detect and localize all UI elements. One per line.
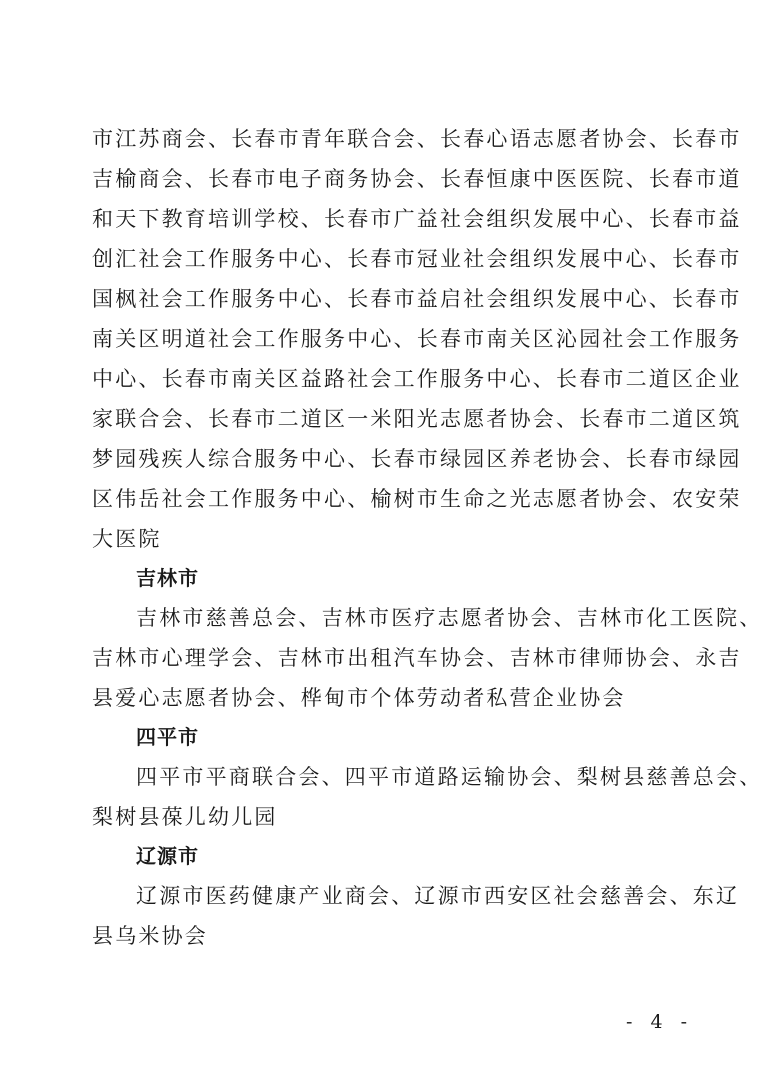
body-line: 吉榆商会、长春市电子商务协会、长春恒康中医医院、长春市道 <box>92 167 742 191</box>
body-line: 创汇社会工作服务中心、长春市冠业社会组织发展中心、长春市 <box>92 247 742 271</box>
body-line: 中心、长春市南关区益路社会工作服务中心、长春市二道区企业 <box>92 367 742 391</box>
body-line: 和天下教育培训学校、长春市广益社会组织发展中心、长春市益 <box>92 207 742 231</box>
body-line: 吉林市心理学会、吉林市出租汽车协会、吉林市律师协会、永吉 <box>92 646 742 670</box>
body-line: 梦园残疾人综合服务中心、长春市绿园区养老协会、长春市绿园 <box>92 447 742 471</box>
body-line: 梨树县葆儿幼儿园 <box>92 805 278 829</box>
body-line: 国枫社会工作服务中心、长春市益启社会组织发展中心、长春市 <box>92 287 742 311</box>
body-line: 县爱心志愿者协会、桦甸市个体劳动者私营企业协会 <box>92 686 626 710</box>
body-line: 四平市平商联合会、四平市道路运输协会、梨树县慈善总会、 <box>136 765 763 789</box>
body-line: 南关区明道社会工作服务中心、长春市南关区沁园社会工作服务 <box>92 327 742 351</box>
body-line: 县乌米协会 <box>92 924 208 948</box>
page-number: - 4 - <box>626 1011 694 1033</box>
body-line: 家联合会、长春市二道区一米阳光志愿者协会、长春市二道区筑 <box>92 407 742 431</box>
body-line: 辽源市医药健康产业商会、辽源市西安区社会慈善会、东辽 <box>136 884 740 908</box>
body-line: 市江苏商会、长春市青年联合会、长春心语志愿者协会、长春市 <box>92 127 742 151</box>
body-line: 大医院 <box>92 527 162 551</box>
body-line: 区伟岳社会工作服务中心、榆树市生命之光志愿者协会、农安荣 <box>92 487 742 511</box>
section-heading-liaoyuan: 辽源市 <box>136 844 199 868</box>
section-heading-siping: 四平市 <box>136 725 199 749</box>
body-line: 吉林市慈善总会、吉林市医疗志愿者协会、吉林市化工医院、 <box>136 606 763 630</box>
section-heading-jilin: 吉林市 <box>136 566 199 590</box>
